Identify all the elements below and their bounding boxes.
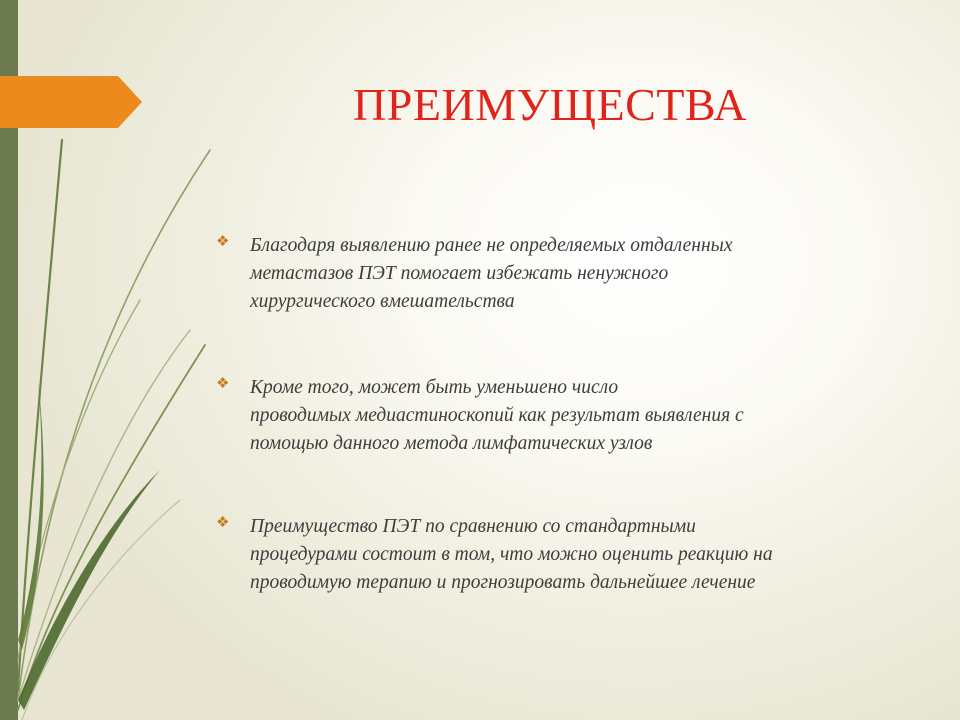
bullet-text [250, 374, 890, 458]
bullet-line: хирургического вмешательства [250, 291, 515, 312]
bullet-line: проводимую терапию и прогнозировать дальнейшее лечение [250, 572, 756, 593]
bullet-line: метастазов ПЭТ помогает избежать ненужного [250, 263, 669, 284]
bullet-line: Преимущество ПЭТ по сравнению со стандартными [250, 516, 696, 537]
diamond-bullet-icon: ❖ [216, 232, 230, 250]
diamond-bullet-icon: ❖ [216, 513, 230, 531]
bullet-text [250, 513, 890, 597]
bullet-line: Кроме того, может быть уменьшено число [250, 377, 619, 398]
title-tab-shape [0, 76, 142, 128]
bullet-text [250, 232, 890, 316]
bullet-line: процедурами состоит в том, что можно оценить реакцию на [250, 544, 773, 565]
diamond-bullet-icon: ❖ [216, 374, 230, 392]
slide-title: ПРЕИМУЩЕСТВА [353, 79, 747, 130]
bullet-line: проводимых медиастиноскопий как результат выявления с [250, 405, 744, 426]
bullet-line: помощью данного метода лимфатических узлов [250, 433, 653, 454]
bullet-line: Благодаря выявлению ранее не определяемых отдаленных [250, 235, 733, 256]
